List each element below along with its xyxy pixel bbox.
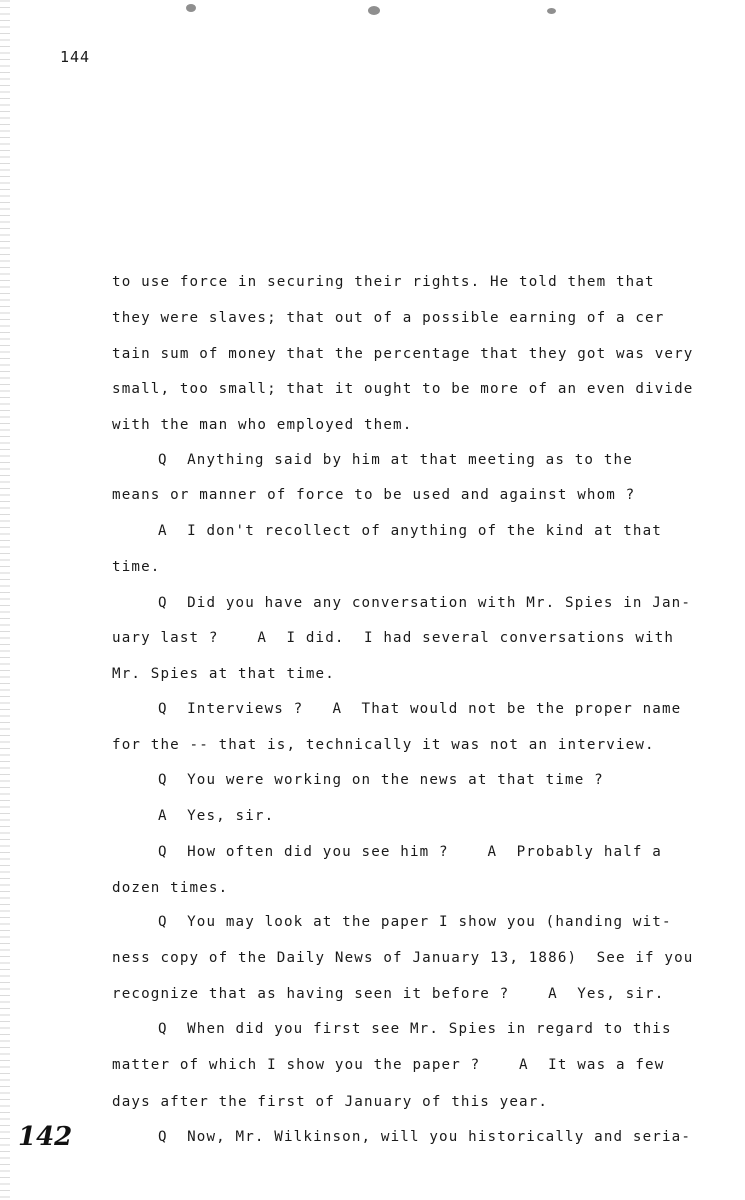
text-line: tain sum of money that the percentage that they got was very (112, 346, 694, 362)
binding-mark (368, 6, 380, 15)
text-line: dozen times. (112, 880, 229, 896)
text-line: ness copy of the Daily News of January 13, 1886) See if you (112, 950, 694, 966)
text-line: matter of which I show you the paper ? A It was a few (112, 1057, 665, 1073)
text-line: Q You may look at the paper I show you (handing wit- (158, 914, 672, 930)
text-line: Q How often did you see him ? A Probably half a (158, 844, 662, 860)
text-line: Q Did you have any conversation with Mr. Spies in Jan- (158, 595, 692, 611)
text-line: A Yes, sir. (158, 808, 275, 824)
text-line: small, too small; that it ought to be more of an even divide (112, 381, 694, 397)
handwritten-page-number: 142 (18, 1122, 73, 1152)
text-line: recognize that as having seen it before ? A Yes, sir. (112, 986, 665, 1002)
text-line: with the man who employed them. (112, 417, 413, 433)
text-line: they were slaves; that out of a possible earning of a cer (112, 310, 665, 326)
text-line: A I don't recollect of anything of the kind at that (158, 523, 662, 539)
text-line: Q You were working on the news at that time ? (158, 772, 604, 788)
scanned-page-edge (0, 0, 10, 1200)
text-line: means or manner of force to be used and against whom ? (112, 487, 636, 503)
text-line: Q When did you first see Mr. Spies in regard to this (158, 1021, 672, 1037)
text-line: Mr. Spies at that time. (112, 666, 335, 682)
text-line: time. (112, 559, 161, 575)
page-number: 144 (60, 48, 91, 66)
text-line: uary last ? A I did. I had several conversations with (112, 630, 675, 646)
binding-mark (547, 8, 556, 14)
text-line: Q Anything said by him at that meeting as to the (158, 452, 633, 468)
binding-mark (186, 4, 196, 12)
text-line: days after the first of January of this year. (112, 1094, 549, 1110)
text-line: Q Now, Mr. Wilkinson, will you historically and seria- (158, 1129, 692, 1145)
text-line: to use force in securing their rights. He told them that (112, 274, 655, 290)
text-line: for the -- that is, technically it was not an interview. (112, 737, 655, 753)
text-line: Q Interviews ? A That would not be the proper name (158, 701, 682, 717)
